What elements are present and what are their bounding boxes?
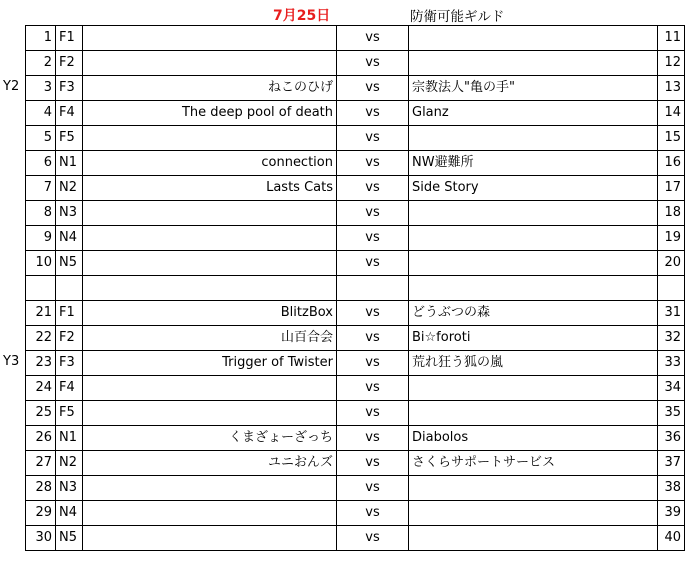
- opponent-number-cell: 19: [658, 226, 685, 251]
- lane-cell: F2: [56, 51, 83, 76]
- opponent-number-cell: 34: [658, 376, 685, 401]
- opponent-number-cell: 35: [658, 401, 685, 426]
- opponent-number-cell: 32: [658, 326, 685, 351]
- matchup-table: [25, 25, 685, 551]
- opponent-number-cell: 11: [658, 26, 685, 51]
- row-number-cell: 30: [26, 526, 56, 551]
- row-number-cell: 6: [26, 151, 56, 176]
- vs-cell: vs: [337, 351, 409, 376]
- opponent-number-cell: 17: [658, 176, 685, 201]
- left-guild-cell: 山百合会: [83, 326, 337, 351]
- left-guild-cell: [83, 226, 337, 251]
- table-row: [26, 151, 685, 176]
- vs-cell: vs: [337, 376, 409, 401]
- vs-cell: vs: [337, 401, 409, 426]
- table-row: [26, 451, 685, 476]
- opponent-number-cell: 16: [658, 151, 685, 176]
- table-row: [26, 501, 685, 526]
- row-number-cell: 9: [26, 226, 56, 251]
- opponent-number-cell: 36: [658, 426, 685, 451]
- spacer-cell: [409, 276, 658, 301]
- table-row: [26, 351, 685, 376]
- lane-cell: N2: [56, 176, 83, 201]
- vs-cell: vs: [337, 201, 409, 226]
- row-number-cell: 5: [26, 126, 56, 151]
- table-row: [26, 201, 685, 226]
- opponent-number-cell: 14: [658, 101, 685, 126]
- vs-cell: vs: [337, 151, 409, 176]
- left-guild-cell: [83, 251, 337, 276]
- row-number-cell: 27: [26, 451, 56, 476]
- opponent-number-cell: 33: [658, 351, 685, 376]
- left-guild-cell: [83, 501, 337, 526]
- spacer-cell: [26, 276, 56, 301]
- right-guild-cell: [409, 401, 658, 426]
- spacer-cell: [56, 276, 83, 301]
- table-row: [26, 51, 685, 76]
- table-row: [26, 176, 685, 201]
- date-header: 7月25日: [273, 8, 331, 24]
- opponent-number-cell: 13: [658, 76, 685, 101]
- opponent-number-cell: 18: [658, 201, 685, 226]
- lane-cell: N1: [56, 151, 83, 176]
- row-number-cell: 7: [26, 176, 56, 201]
- opponent-number-cell: 20: [658, 251, 685, 276]
- lane-cell: N2: [56, 451, 83, 476]
- right-guild-cell: Glanz: [409, 101, 658, 126]
- table-row: [26, 526, 685, 551]
- right-guild-cell: Diabolos: [409, 426, 658, 451]
- row-number-cell: 2: [26, 51, 56, 76]
- vs-cell: vs: [337, 301, 409, 326]
- left-guild-cell: BlitzBox: [83, 301, 337, 326]
- vs-cell: vs: [337, 251, 409, 276]
- table-row: [26, 76, 685, 101]
- vs-cell: vs: [337, 326, 409, 351]
- vs-cell: vs: [337, 451, 409, 476]
- row-number-cell: 8: [26, 201, 56, 226]
- table-row: [26, 326, 685, 351]
- lane-cell: F3: [56, 351, 83, 376]
- spacer-cell: [83, 276, 337, 301]
- lane-cell: N4: [56, 226, 83, 251]
- group-label-y2: Y2: [3, 79, 20, 94]
- left-guild-cell: [83, 201, 337, 226]
- table-row: [26, 226, 685, 251]
- row-number-cell: 21: [26, 301, 56, 326]
- right-guild-cell: どうぶつの森: [409, 301, 658, 326]
- left-guild-cell: [83, 526, 337, 551]
- left-guild-cell: connection: [83, 151, 337, 176]
- row-number-cell: 29: [26, 501, 56, 526]
- opponent-number-cell: 38: [658, 476, 685, 501]
- left-guild-cell: [83, 26, 337, 51]
- lane-cell: N3: [56, 201, 83, 226]
- row-number-cell: 1: [26, 26, 56, 51]
- left-guild-cell: [83, 401, 337, 426]
- right-guild-cell: Bi☆foroti: [409, 326, 658, 351]
- right-guild-cell: [409, 126, 658, 151]
- lane-cell: N4: [56, 501, 83, 526]
- table-row: [26, 401, 685, 426]
- group-label-y3: Y3: [3, 354, 20, 369]
- lane-cell: F4: [56, 101, 83, 126]
- lane-cell: N3: [56, 476, 83, 501]
- lane-cell: F1: [56, 26, 83, 51]
- right-guild-cell: [409, 201, 658, 226]
- spacer-row: [26, 276, 685, 301]
- vs-cell: vs: [337, 126, 409, 151]
- row-number-cell: 28: [26, 476, 56, 501]
- left-guild-cell: [83, 376, 337, 401]
- table-row: [26, 26, 685, 51]
- vs-cell: vs: [337, 26, 409, 51]
- vs-cell: vs: [337, 51, 409, 76]
- row-number-cell: 24: [26, 376, 56, 401]
- lane-cell: N5: [56, 251, 83, 276]
- right-guild-cell: [409, 501, 658, 526]
- vs-cell: vs: [337, 176, 409, 201]
- left-guild-cell: [83, 126, 337, 151]
- vs-cell: vs: [337, 426, 409, 451]
- row-number-cell: 22: [26, 326, 56, 351]
- left-guild-cell: ねこのひげ: [83, 76, 337, 101]
- left-guild-cell: ユニおんズ: [83, 451, 337, 476]
- left-guild-cell: Trigger of Twister: [83, 351, 337, 376]
- lane-cell: N1: [56, 426, 83, 451]
- right-guild-cell: 荒れ狂う狐の嵐: [409, 351, 658, 376]
- table-row: [26, 126, 685, 151]
- right-guild-cell: 宗教法人"亀の手": [409, 76, 658, 101]
- vs-cell: vs: [337, 101, 409, 126]
- right-guild-cell: [409, 476, 658, 501]
- right-guild-cell: さくらサポートサービス: [409, 451, 658, 476]
- opponent-number-cell: 15: [658, 126, 685, 151]
- spacer-cell: [337, 276, 409, 301]
- right-guild-cell: [409, 526, 658, 551]
- right-guild-cell: [409, 376, 658, 401]
- table-row: [26, 251, 685, 276]
- opponent-number-cell: 31: [658, 301, 685, 326]
- right-guild-cell: [409, 51, 658, 76]
- table-row: [26, 426, 685, 451]
- row-number-cell: 26: [26, 426, 56, 451]
- right-guild-cell: [409, 226, 658, 251]
- row-number-cell: 3: [26, 76, 56, 101]
- defendable-guild-header: 防衛可能ギルド: [410, 9, 505, 25]
- vs-cell: vs: [337, 226, 409, 251]
- table-row: [26, 301, 685, 326]
- row-number-cell: 10: [26, 251, 56, 276]
- right-guild-cell: [409, 26, 658, 51]
- opponent-number-cell: 37: [658, 451, 685, 476]
- lane-cell: N5: [56, 526, 83, 551]
- left-guild-cell: The deep pool of death: [83, 101, 337, 126]
- table-row: [26, 101, 685, 126]
- row-number-cell: 4: [26, 101, 56, 126]
- lane-cell: F1: [56, 301, 83, 326]
- left-guild-cell: Lasts Cats: [83, 176, 337, 201]
- left-guild-cell: [83, 51, 337, 76]
- vs-cell: vs: [337, 476, 409, 501]
- lane-cell: F4: [56, 376, 83, 401]
- lane-cell: F3: [56, 76, 83, 101]
- spacer-cell: [658, 276, 685, 301]
- vs-cell: vs: [337, 501, 409, 526]
- lane-cell: F5: [56, 126, 83, 151]
- right-guild-cell: [409, 251, 658, 276]
- lane-cell: F2: [56, 326, 83, 351]
- vs-cell: vs: [337, 526, 409, 551]
- row-number-cell: 25: [26, 401, 56, 426]
- left-guild-cell: くまざょーざっち: [83, 426, 337, 451]
- right-guild-cell: Side Story: [409, 176, 658, 201]
- left-guild-cell: [83, 476, 337, 501]
- table-row: [26, 476, 685, 501]
- opponent-number-cell: 39: [658, 501, 685, 526]
- table-row: [26, 376, 685, 401]
- row-number-cell: 23: [26, 351, 56, 376]
- opponent-number-cell: 12: [658, 51, 685, 76]
- opponent-number-cell: 40: [658, 526, 685, 551]
- vs-cell: vs: [337, 76, 409, 101]
- right-guild-cell: NW避難所: [409, 151, 658, 176]
- lane-cell: F5: [56, 401, 83, 426]
